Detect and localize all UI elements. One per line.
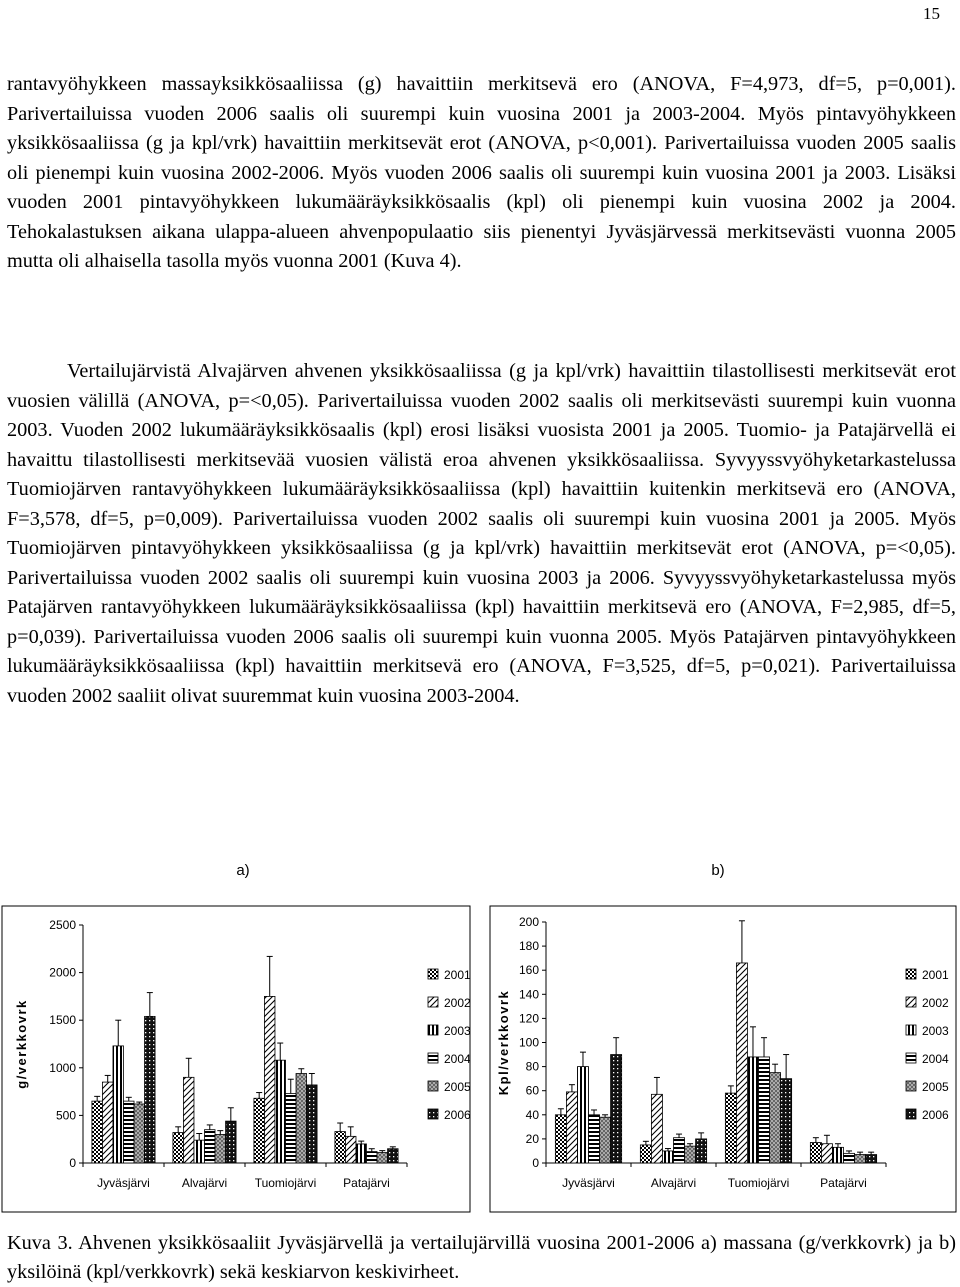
y-axis-label: Kpl/verkkovrk <box>496 989 511 1096</box>
y-tick-label: 1000 <box>49 1060 76 1075</box>
y-tick-label: 2500 <box>49 918 76 932</box>
bar-patajärvi-2005 <box>855 1155 866 1163</box>
legend-label-2002: 2002 <box>922 996 949 1010</box>
bar-patajärvi-2006 <box>388 1149 399 1163</box>
y-tick-label: 0 <box>69 1156 76 1170</box>
legend-label-2006: 2006 <box>444 1108 471 1122</box>
legend-swatch-2001 <box>906 969 916 979</box>
bar-jyväsjärvi-2003 <box>577 1067 588 1163</box>
legend-swatch-2003 <box>428 1025 438 1035</box>
legend-label-2005: 2005 <box>444 1080 471 1094</box>
x-tick-label: Jyväsjärvi <box>562 1176 615 1190</box>
bar-jyväsjärvi-2006 <box>145 1016 156 1163</box>
bar-patajärvi-2002 <box>821 1144 832 1163</box>
bar-jyväsjärvi-2004 <box>124 1101 135 1163</box>
y-tick-label: 200 <box>518 915 539 929</box>
y-axis-label: g/verkkovrk <box>14 999 29 1089</box>
chart-b-svg <box>488 855 958 1215</box>
x-tick-label: Tuomiojärvi <box>727 1176 790 1190</box>
bar-tuomiojärvi-2005 <box>770 1073 781 1163</box>
legend-label-2004: 2004 <box>444 1052 471 1066</box>
legend-label-2003: 2003 <box>922 1024 949 1038</box>
legend-swatch-2005 <box>906 1081 916 1091</box>
y-tick-label: 1500 <box>49 1013 76 1028</box>
bar-patajärvi-2003 <box>832 1147 843 1163</box>
chart-b-count <box>488 855 958 1215</box>
bar-tuomiojärvi-2002 <box>264 996 275 1163</box>
y-tick-label: 60 <box>525 1083 539 1098</box>
y-tick-label: 0 <box>532 1156 539 1170</box>
legend-swatch-2005 <box>428 1081 438 1091</box>
legend-swatch-2003 <box>906 1025 916 1035</box>
legend-label-2002: 2002 <box>444 996 471 1010</box>
legend-swatch-2004 <box>906 1053 916 1063</box>
bar-alvajärvi-2001 <box>173 1133 184 1163</box>
chart-title: a) <box>236 862 250 879</box>
bar-alvajärvi-2005 <box>685 1146 696 1163</box>
body-paragraph-1: rantavyöhykkeen massayksikkösaaliissa (g) havaittiin merkitsevä ero (ANOVA, F=4,973, df=5, p=0,001). Parivertailuissa vuoden 2006 saalis oli suurempi kuin vuosina 2001 ja 2003-2004. Myös pintavyöhykkeen yksikkösaaliissa (g ja kpl/vrk) havaittiin merkitsevät erot (ANOVA, p<0,001). Parivertailuissa vuoden 2005 saalis oli pienempi kuin vuosina 2002-2006. Myös vuoden 2006 saalis oli suurempi kuin vuosina 2001 ja 2003. Lisäksi vuoden 2001 pintavyöhykkeen lukumääräyksikkösaalis (kpl) oli pienempi kuin vuosina 2002 ja 2004. Tehokalastuksen aikana ulappa-alueen ahvenpopulaatio siis pienentyi Jyväsjärvessä merkitsevästi vuonna 2005 mutta oli alhaisella tasolla myös vuonna 2001 (Kuva 4). <box>7 73 956 272</box>
bar-alvajärvi-2002 <box>651 1094 662 1163</box>
x-tick-label: Patajärvi <box>343 1176 390 1190</box>
bar-jyväsjärvi-2005 <box>134 1104 145 1163</box>
bar-tuomiojärvi-2005 <box>296 1074 307 1163</box>
bar-patajärvi-2003 <box>356 1144 367 1163</box>
bar-tuomiojärvi-2001 <box>254 1098 265 1163</box>
bar-jyväsjärvi-2006 <box>611 1055 622 1163</box>
chart-a-biomass <box>0 855 472 1215</box>
x-tick-label: Patajärvi <box>820 1176 867 1190</box>
x-tick-label: Tuomiojärvi <box>254 1176 317 1190</box>
legend-swatch-2006 <box>906 1109 916 1119</box>
bar-jyväsjärvi-2005 <box>600 1117 611 1163</box>
bar-jyväsjärvi-2002 <box>102 1082 113 1163</box>
bar-jyväsjärvi-2001 <box>92 1101 103 1163</box>
y-tick-label: 120 <box>518 1011 539 1026</box>
legend-swatch-2004 <box>428 1053 438 1063</box>
bar-alvajärvi-2006 <box>696 1139 707 1163</box>
bar-tuomiojärvi-2001 <box>725 1093 736 1163</box>
legend-swatch-2002 <box>428 997 438 1007</box>
bar-patajärvi-2004 <box>844 1153 855 1163</box>
y-tick-label: 180 <box>518 939 539 954</box>
x-tick-label: Alvajärvi <box>181 1176 228 1190</box>
chart-a-svg <box>0 855 472 1215</box>
legend-label-2001: 2001 <box>444 968 471 982</box>
y-tick-label: 20 <box>525 1131 539 1146</box>
bar-jyväsjärvi-2004 <box>589 1115 600 1163</box>
bar-patajärvi-2005 <box>377 1153 388 1163</box>
bar-tuomiojärvi-2006 <box>307 1085 318 1163</box>
bar-alvajärvi-2003 <box>662 1151 673 1163</box>
x-tick-label: Jyväsjärvi <box>97 1176 150 1190</box>
bar-alvajärvi-2004 <box>674 1138 685 1163</box>
bar-tuomiojärvi-2003 <box>275 1060 286 1163</box>
legend-swatch-2006 <box>428 1109 438 1119</box>
bar-patajärvi-2001 <box>810 1143 821 1163</box>
legend-swatch-2001 <box>428 969 438 979</box>
bar-alvajärvi-2006 <box>226 1121 237 1163</box>
y-tick-label: 80 <box>525 1059 539 1074</box>
bar-patajärvi-2006 <box>866 1155 877 1163</box>
y-tick-label: 2000 <box>49 965 76 980</box>
body-paragraph-2: Vertailujärvistä Alvajärven ahvenen yksikkösaaliissa (g ja kpl/vrk) havaittiin tilastollisesti merkitsevät erot vuosien välillä (ANOVA, p=<0,05). Parivertailuissa vuoden 2002 saalis oli merkitsevästi suurempi kuin vuonna 2003. Vuoden 2002 lukumääräyksikkösaalis (kpl) erosi lisäksi vuosista 2001 ja 2005. Tuomio- ja Patajärvellä ei havaittu tilastollisesti merkitsevää vuosien välistä eroa ahvenen yksikkösaaliissa. Syvyyssvyöhyketarkastelussa Tuomiojärven rantavyöhykkeen lukumääräyksikkösaaliissa (kpl) havaittiin kuitenkin merkitsevä ero (ANOVA, F=3,578, df=5, p=0,009). Parivertailuissa vuoden 2002 saalis oli suurempi kuin vuosina 2001 ja 2005. Myös Tuomiojärven pintavyöhykkeen yksikkösaaliissa (g ja kpl/vrk) havaittiin merkitsevät erot (ANOVA, p=<0,05). Parivertailuissa vuoden 2002 saalis oli suurempi kuin vuosina 2003 ja 2006. Syvyyssvyöhyketarkastelussa myös Patajärven rantavyöhykkeen lukumääräyksikkösaaliissa (kpl) havaittiin merkitsevä ero (ANOVA, F=2,985, df=5, p=0,039). Parivertailuissa vuoden 2006 saalis oli suurempi kuin vuonna 2005. Myös Patajärven pintavyöhykkeen lukumääräyksikkösaaliissa (kpl) havaittiin merkitsevä ero (ANOVA, F=3,525, df=5, p=0,021). Parivertailuissa vuoden 2002 saaliit olivat suuremmat kuin vuosina 2003-2004. <box>7 360 956 707</box>
y-tick-label: 140 <box>518 987 539 1002</box>
bar-jyväsjärvi-2003 <box>113 1046 124 1163</box>
legend-label-2005: 2005 <box>922 1080 949 1094</box>
page-number: 15 <box>923 4 940 23</box>
legend-label-2001: 2001 <box>922 968 949 982</box>
bar-jyväsjärvi-2002 <box>566 1092 577 1163</box>
bar-alvajärvi-2005 <box>215 1134 226 1163</box>
legend-label-2006: 2006 <box>922 1108 949 1122</box>
y-tick-label: 100 <box>518 1035 539 1050</box>
bar-tuomiojärvi-2003 <box>747 1057 758 1163</box>
legend-label-2004: 2004 <box>922 1052 949 1066</box>
legend-swatch-2002 <box>906 997 916 1007</box>
bar-alvajärvi-2004 <box>205 1130 216 1163</box>
bar-alvajärvi-2001 <box>640 1145 651 1163</box>
bar-jyväsjärvi-2001 <box>555 1115 566 1163</box>
bar-tuomiojärvi-2004 <box>286 1094 297 1163</box>
y-tick-label: 40 <box>525 1107 539 1122</box>
bar-tuomiojärvi-2002 <box>736 963 747 1163</box>
chart-title: b) <box>711 862 725 879</box>
figure-caption: Kuva 3. Ahvenen yksikkösaaliit Jyväsjärvellä ja vertailujärvillä vuosina 2001-2006 a) massana (g/verkkovrk) ja b) yksilöinä (kpl/verkkovrk) sekä keskiarvon keskivirheet. <box>7 1232 956 1283</box>
legend-label-2003: 2003 <box>444 1024 471 1038</box>
bar-tuomiojärvi-2004 <box>759 1057 770 1163</box>
y-tick-label: 160 <box>518 963 539 978</box>
bar-patajärvi-2001 <box>335 1132 346 1163</box>
bar-alvajärvi-2003 <box>194 1140 205 1163</box>
bar-alvajärvi-2002 <box>183 1077 194 1163</box>
y-tick-label: 500 <box>55 1108 76 1123</box>
bar-patajärvi-2004 <box>367 1152 378 1163</box>
x-tick-label: Alvajärvi <box>650 1176 697 1190</box>
bar-tuomiojärvi-2006 <box>781 1079 792 1163</box>
bar-patajärvi-2002 <box>345 1136 356 1163</box>
